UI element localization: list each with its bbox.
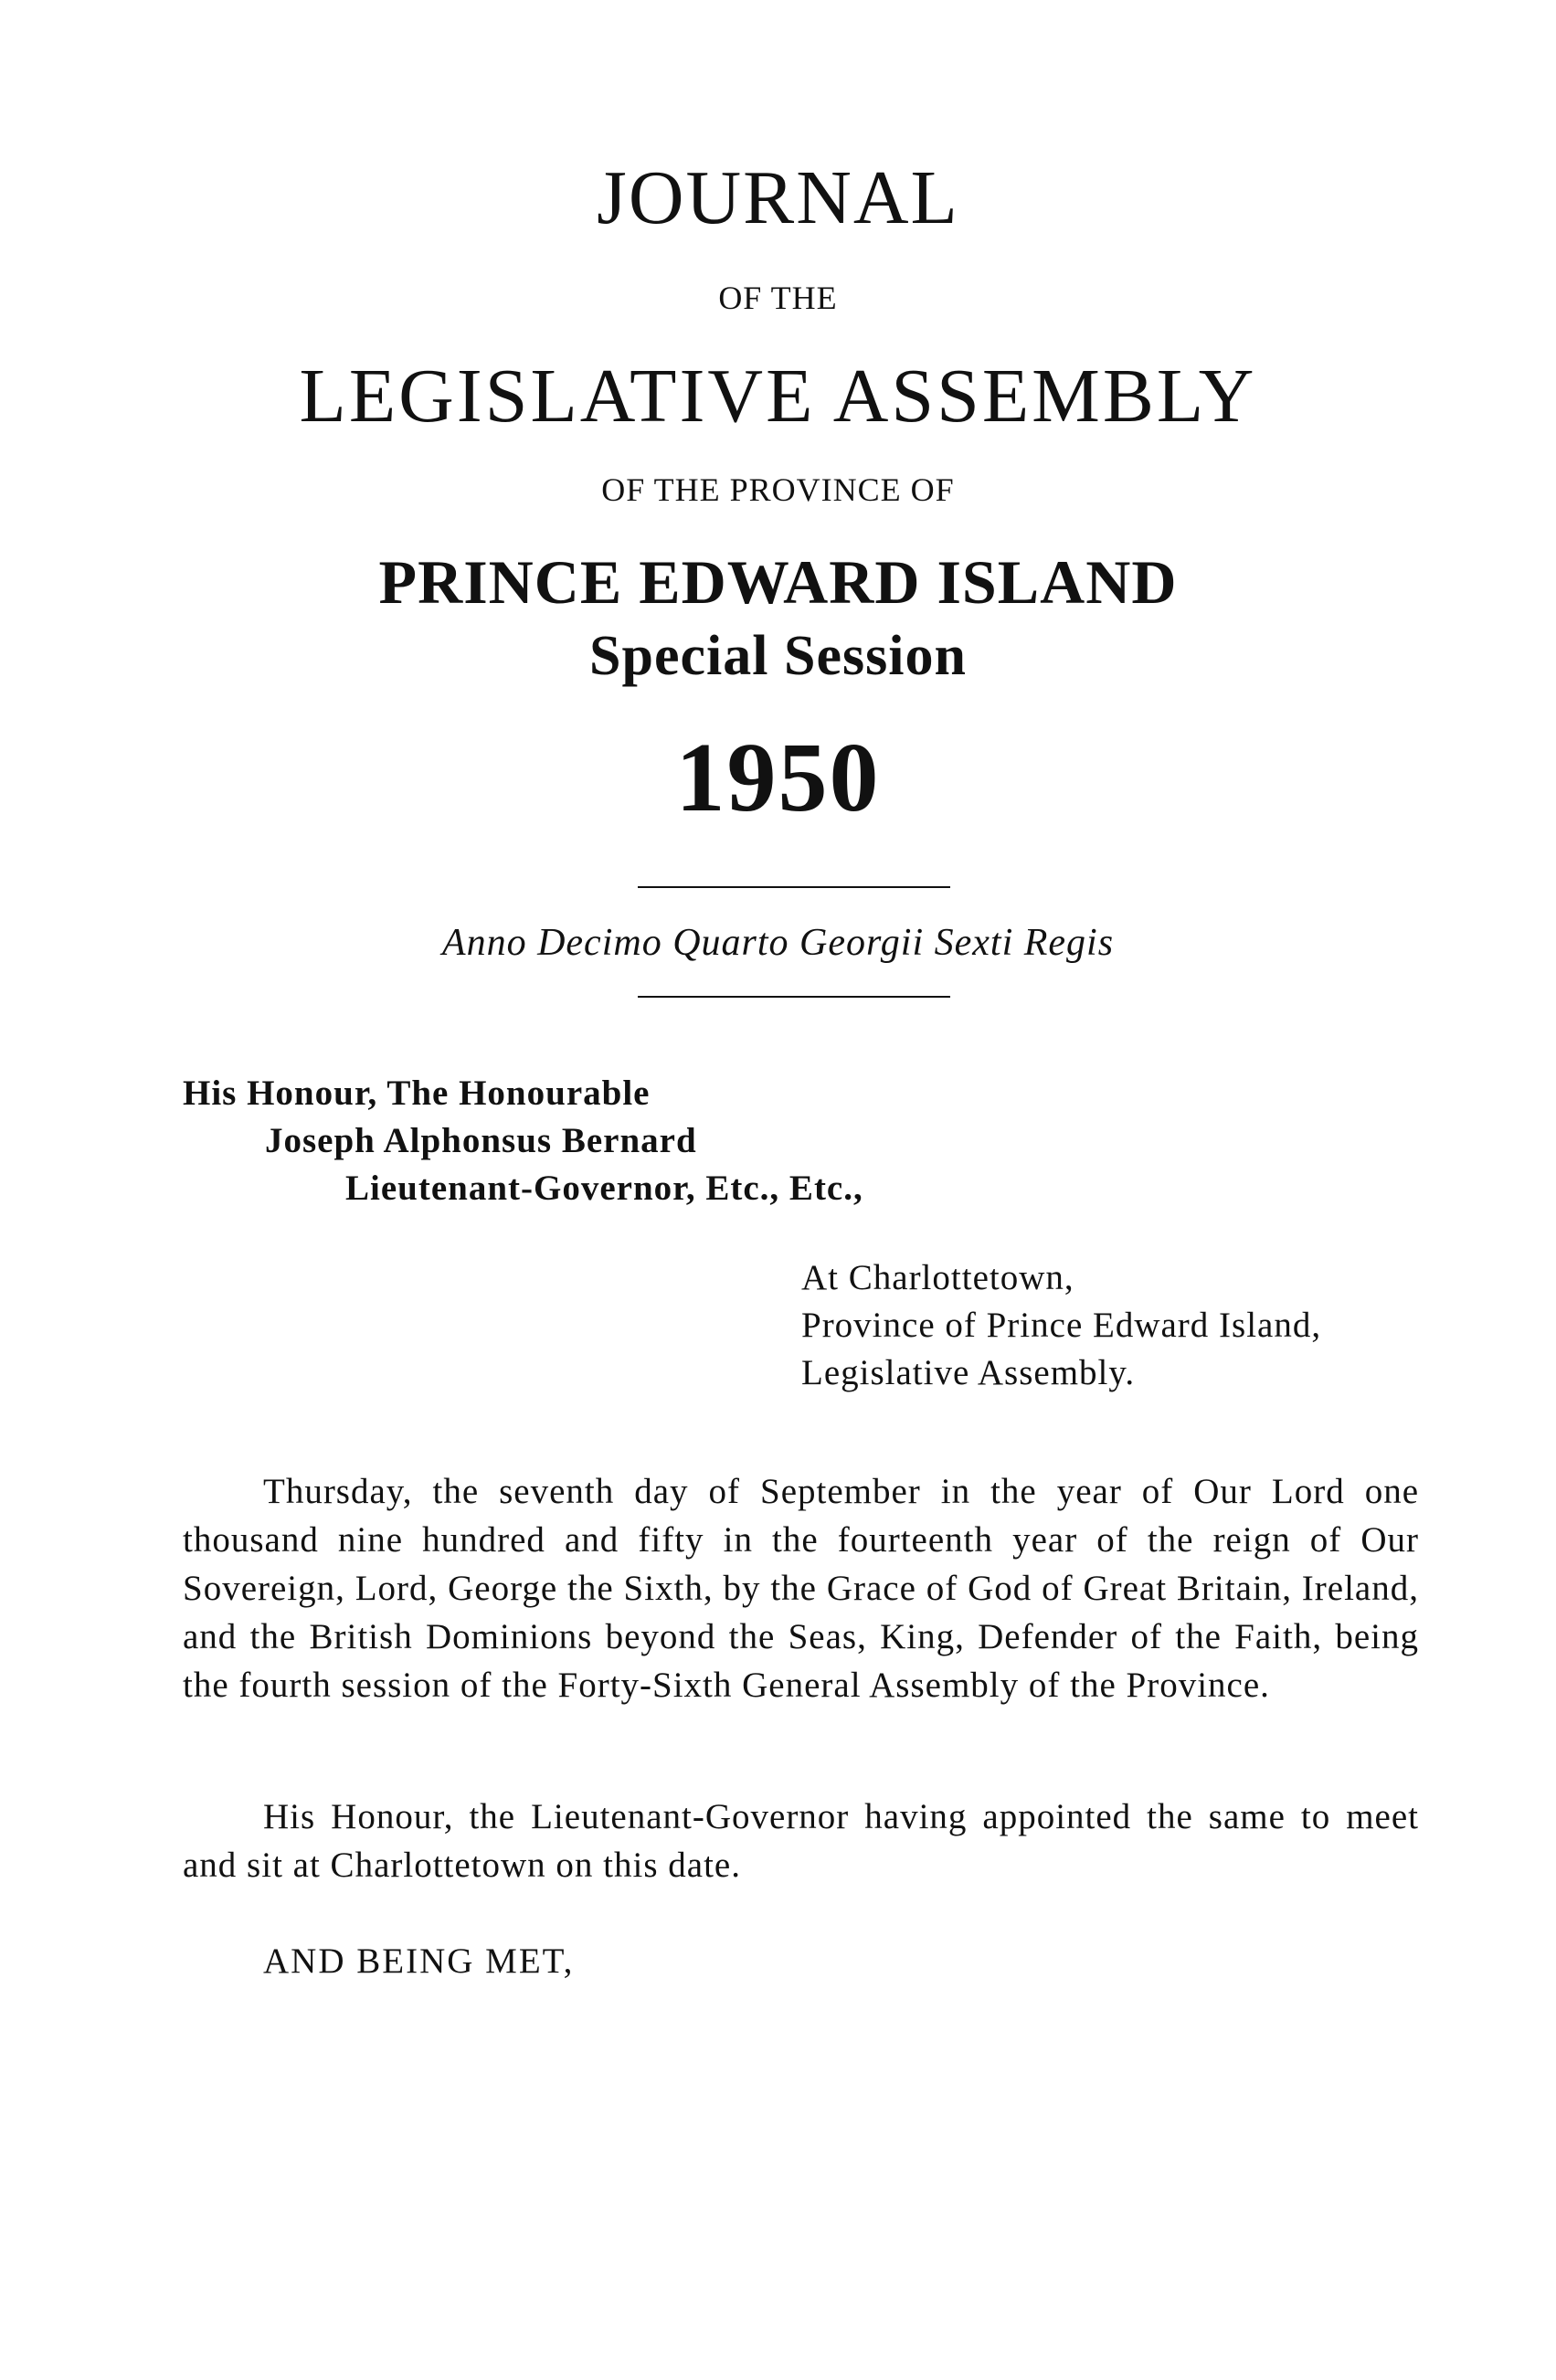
location-line-3: Legislative Assembly. xyxy=(801,1353,1136,1392)
divider-top xyxy=(638,886,950,888)
subtitle-of-the: OF THE xyxy=(718,280,838,316)
regnal-year-latin: Anno Decimo Quarto Georgii Sexti Regis xyxy=(441,922,1115,964)
body-paragraph-appointment: His Honour, the Lieutenant-Governor having appointed the same to meet and sit at Charlottetown on this date. xyxy=(183,1797,1419,1885)
location-line-2: Province of Prince Edward Island, xyxy=(801,1306,1322,1345)
addressee-line-2: Joseph Alphonsus Bernard xyxy=(265,1121,697,1160)
session-label: Special Session xyxy=(589,625,967,687)
title-legislative-assembly: LEGISLATIVE ASSEMBLY xyxy=(299,354,1257,439)
title-province-name: PRINCE EDWARD ISLAND xyxy=(378,547,1178,617)
session-year: 1950 xyxy=(675,724,881,832)
divider-bottom xyxy=(638,996,950,998)
closing-line: AND BEING MET, xyxy=(263,1941,575,1981)
location-line-1: At Charlottetown, xyxy=(801,1258,1074,1297)
subtitle-of-the-province-of: OF THE PROVINCE OF xyxy=(601,471,955,508)
addressee-line-3: Lieutenant-Governor, Etc., Etc., xyxy=(345,1169,863,1208)
addressee-line-1: His Honour, The Honourable xyxy=(183,1074,651,1113)
title-journal: JOURNAL xyxy=(597,155,959,240)
body-paragraph-opening: Thursday, the seventh day of September in the year of Our Lord one thousand nine hundred and fifty in the fourteenth year of the reign of Our Sovereign, Lord, George the Sixth, by the Grace of God of Great Britain, Ireland, and the British Dominions beyond the Seas, King, Defender of the Faith, being the fourth session of the Forty-Sixth General Assembly of the Province. xyxy=(183,1472,1419,1705)
